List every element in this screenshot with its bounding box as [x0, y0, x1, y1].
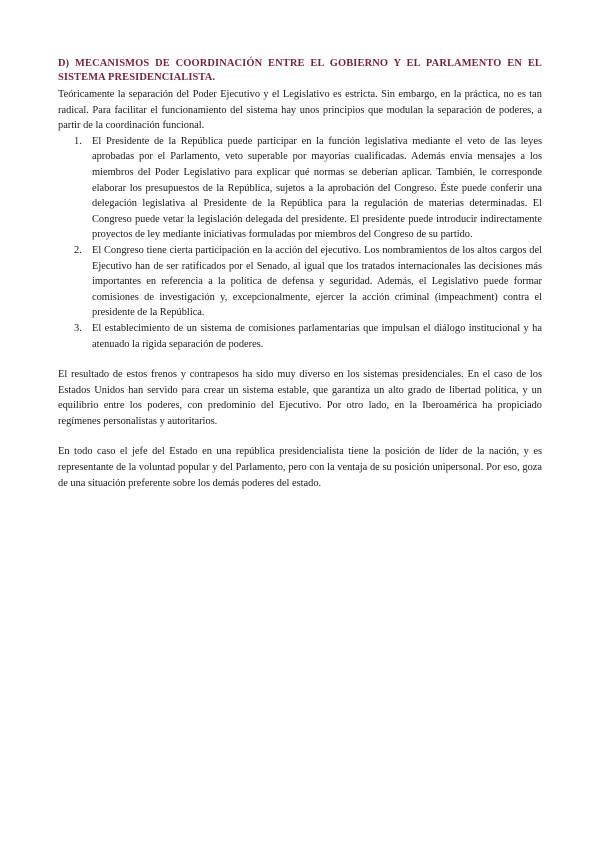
list-item-number: 1. — [74, 135, 82, 147]
list-item — [58, 134, 542, 243]
paragraph-spacer — [58, 429, 542, 444]
numbered-list — [58, 134, 542, 352]
list-item-number: 2. — [74, 244, 82, 256]
results-paragraph: El resultado de estos frenos y contrapesos ha sido muy diverso en los sistemas presidenciales. En el caso de los Estados Unidos han servido para crear un sistema estable, que garantiza un alto grado de libertad política, y un equilibrio entre los poderes, con predominio del Ejecutivo. Por otro lado, en la Iberoamérica ha propiciado regímenes personalistas y autoritarios. — [58, 369, 542, 427]
list-item-text: El establecimiento de un sistema de comisiones parlamentarias que impulsan el diálogo institucional y ha atenuado la rígida separación de poderes. — [92, 322, 542, 350]
list-item-number: 3. — [74, 322, 82, 334]
section-heading: D) MECANISMOS DE COORDINACIÓN ENTRE EL GOBIERNO Y EL PARLAMENTO EN EL SISTEMA PRESIDENCIALISTA. — [58, 58, 542, 83]
list-item — [58, 243, 542, 321]
intro-paragraph: Teóricamente la separación del Poder Ejecutivo y el Legislativo es estricta. Sin embargo, en la práctica, no es tan radical. Para facilitar el funcionamiento del sistema hay unos principios que modulan la separación de poderes, a partir de la coordinación funcional. — [58, 89, 542, 132]
conclusion-paragraph: En todo caso el jefe del Estado en una república presidencialista tiene la posición de líder de la nación, y es representante de la voluntad popular y del Parlamento, pero con la ventaja de su posición unipersonal. Por eso, goza de una situación preferente sobre los demás poderes del estado. — [58, 446, 542, 489]
document-content — [58, 57, 542, 491]
list-item — [58, 321, 542, 352]
list-item-text: El Congreso tiene cierta participación en la acción del ejecutivo. Los nombramientos de los altos cargos del Ejecutivo han de ser ratificados por el Senado, al igual que los tratados internacionales las decisiones más importantes en referencia a la política de defensa y seguridad. Además, el Legislativo puede formar comisiones de investigación y, excepcionalmente, ejercer la acción criminal (impeachment) contra el presidente de la República. — [92, 244, 542, 319]
paragraph-spacer — [58, 352, 542, 367]
list-item-text: El Presidente de la República puede participar en la función legislativa mediante el veto de las leyes aprobadas por el Parlamento, veto superable por mayorías cualificadas. Además envía mensajes a los miembros del Poder Legislativo para explicar qué normas se deberían aplicar. También, le corresponde elaborar los presupuestos de la República, sujetos a la aprobación del Congreso. Éste puede conferir una delegación legislativa al Presidente de la República para la regulación de materias determinadas. El Congreso puede vetar la legislación delegada del presidente. El presidente puede introducir indirectamente proyectos de ley mediante iniciativas formuladas por miembros del Congreso de su partido. — [92, 135, 542, 241]
